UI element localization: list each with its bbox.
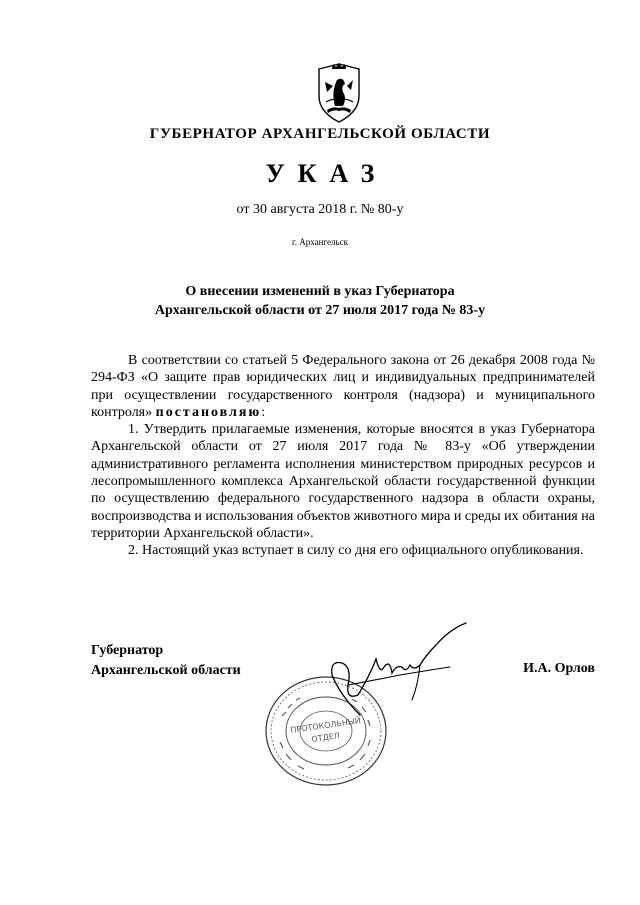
- document-type: УКАЗ: [265, 159, 388, 188]
- preamble-text: В соответствии со статьей 5 Федерального закона от 26 декабря 2008 года № 294-ФЗ «О защите прав юридических лиц и индивидуальных предпринимателей при осуществлении государственного контроля (надзора) и муниципального контроля»: [91, 353, 595, 420]
- issuing-authority: ГУБЕРНАТОР АРХАНГЕЛЬСКОЙ ОБЛАСТИ: [149, 126, 491, 142]
- document-title-line-1: О внесении изменений в указ Губернатора: [185, 284, 455, 299]
- city-of-issue: г. Архангельск: [292, 237, 348, 247]
- seal-text-line-1: ПРОТОКОЛЬНЫЙ: [289, 716, 362, 735]
- seal-text-line-2: ОТДЕЛ: [310, 731, 341, 744]
- handwritten-signature: [300, 615, 480, 725]
- preamble-colon: :: [261, 404, 266, 420]
- document-body: [91, 352, 595, 560]
- document-title-line-2: Архангельской области от 27 июля 2017 года № 83-у: [154, 303, 486, 318]
- date-and-number: от 30 августа 2018 г. № 80-у: [236, 202, 404, 217]
- position-line-1: Губернатор: [91, 643, 164, 658]
- signatory-name: И.А. Орлов: [523, 661, 595, 676]
- paragraph-item-2: 2. Настоящий указ вступает в силу со дня его официального опубликования.: [128, 543, 584, 559]
- position-line-2: Архангельской области: [91, 663, 241, 678]
- coat-of-arms-icon: [313, 62, 365, 124]
- signatory-position: [91, 641, 241, 681]
- decree-word: постановляю: [155, 404, 262, 420]
- paragraph-preamble: [91, 352, 595, 421]
- paragraph-item-1: 1. Утвердить прилагаемые изменения, которые вносятся в указ Губернатора Архангельской области от 27 июля 2017 года № 83-у «Об утверждении административного регламента исполнения министерством природных ресурсов и лесопромышленного комплекса Архангельской области государственной функции по осуществлению федерального государственного надзора в области охраны, воспроизводства и использования объектов животного мира и среды их обитания на территории Архангельской области».: [91, 422, 595, 541]
